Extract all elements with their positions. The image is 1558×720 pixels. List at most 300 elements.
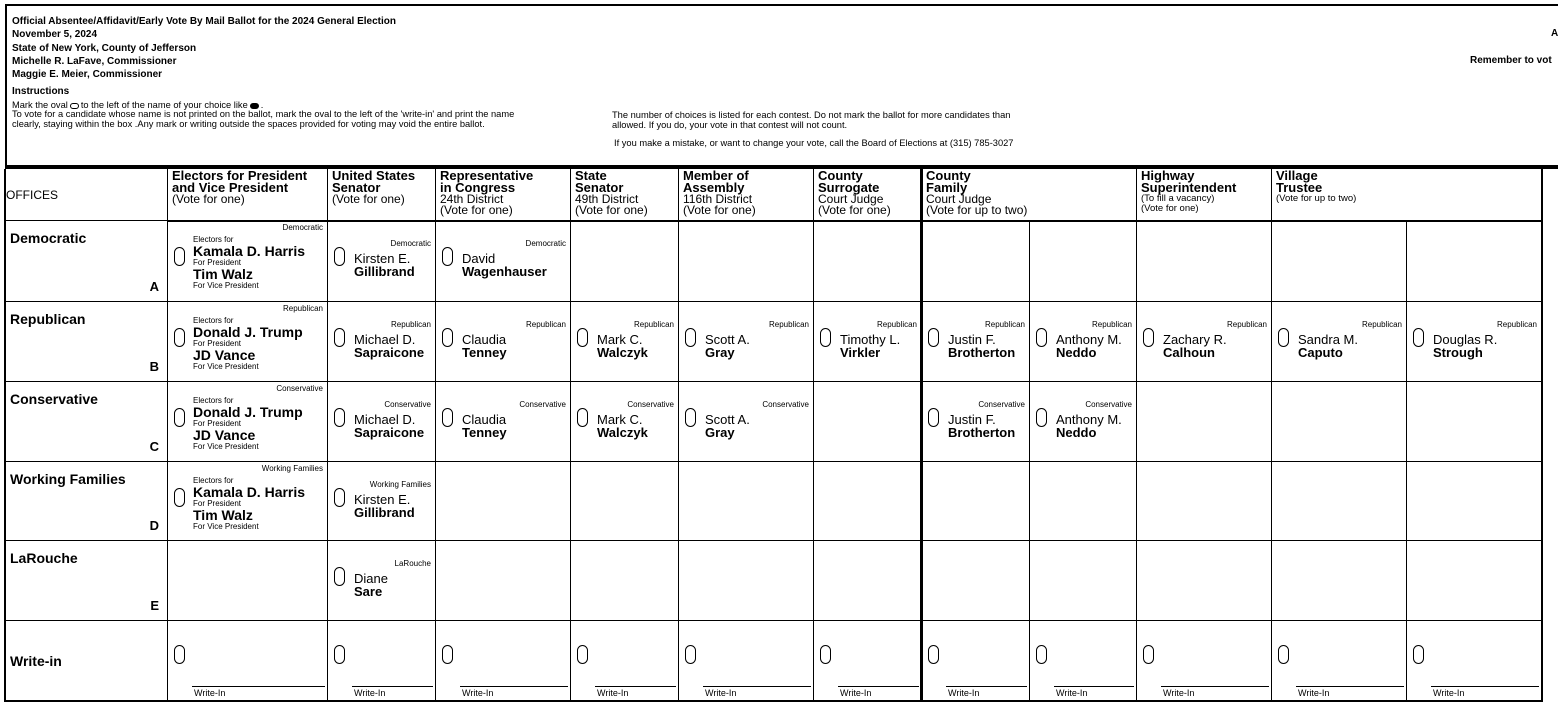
vote-oval[interactable]: [1036, 408, 1047, 427]
presidential-ticket: [193, 476, 305, 532]
candidate-first-name: Mark C.: [597, 332, 643, 347]
vice-president-name: Tim Walz: [193, 266, 253, 282]
writein-cell[interactable]: [814, 621, 922, 701]
electors-for-label: Electors for: [193, 235, 234, 244]
candidate-first-name: Michael D.: [354, 412, 416, 427]
candidate-senate-a[interactable]: [328, 221, 436, 302]
candidate-senate-b[interactable]: [328, 302, 436, 382]
column-title: Senator: [332, 180, 381, 195]
candidate-president-democratic[interactable]: [168, 221, 328, 302]
party-tag: Republican: [1496, 320, 1537, 329]
ballot-cell: [922, 462, 1030, 541]
candidate-first-name: Michael D.: [354, 332, 416, 347]
ballot-cell: [1407, 462, 1542, 541]
writein-caption: Write-In: [840, 688, 872, 698]
column-subtitle: (Vote for one): [818, 203, 891, 217]
ballot-cell: [1030, 221, 1137, 302]
party-tag: Republican: [633, 320, 674, 329]
president-name: Donald J. Trump: [193, 324, 303, 340]
filled-oval-icon: [250, 103, 259, 109]
candidate-name: [1056, 333, 1122, 359]
writein-cell[interactable]: [328, 621, 436, 701]
candidate-first-name: Sandra M.: [1298, 332, 1358, 347]
candidate-first-name: Claudia: [462, 332, 507, 347]
candidate-name: [1163, 333, 1227, 359]
candidate-highway-b[interactable]: [1137, 302, 1272, 382]
party-tag: Conservative: [978, 400, 1025, 409]
candidate-family2-c[interactable]: [1030, 382, 1137, 462]
ballot-cell: [922, 541, 1030, 621]
column-header-highway-superintendent: [1137, 169, 1272, 221]
vote-oval[interactable]: [1278, 328, 1289, 347]
candidate-senate-c[interactable]: [328, 382, 436, 462]
column-title: County: [926, 169, 971, 183]
instruction-text-a: Mark the oval: [12, 100, 68, 110]
column-subtitle: 116th District: [683, 192, 753, 206]
row-letter: C: [149, 439, 159, 454]
writein-line[interactable]: [1054, 686, 1134, 687]
commissioner-2: Maggie E. Meier, Commissioner: [12, 69, 163, 80]
column-title: and Vice President: [172, 180, 289, 195]
writein-oval[interactable]: [1143, 645, 1154, 664]
vote-oval[interactable]: [577, 408, 588, 427]
candidate-last-name: Gray: [705, 425, 735, 440]
writein-oval[interactable]: [442, 645, 453, 664]
party-tag: Republican: [984, 320, 1025, 329]
candidate-president-republican[interactable]: [168, 302, 328, 382]
writein-line[interactable]: [838, 686, 919, 687]
candidate-last-name: Gillibrand: [354, 264, 415, 279]
writein-caption: Write-In: [1163, 688, 1195, 698]
party-tag: Democratic: [525, 239, 566, 248]
column-title: Surrogate: [818, 180, 880, 195]
ballot-cell: [679, 541, 814, 621]
instruction-choices-2: allowed. If you do, your vote in that contest will not count.: [612, 120, 848, 130]
party-name: LaRouche: [10, 550, 78, 566]
party-tag: Democratic: [390, 239, 431, 248]
candidate-family1-b[interactable]: [922, 302, 1030, 382]
offices-header: [5, 169, 168, 221]
writein-caption: Write-In: [354, 688, 386, 698]
county-line: State of New York, County of Jefferson: [12, 43, 197, 54]
grid-left-border: [4, 169, 6, 701]
candidate-family2-b[interactable]: [1030, 302, 1137, 382]
row-letter: E: [150, 598, 159, 613]
ballot-cell: [679, 462, 814, 541]
column-title: Assembly: [683, 180, 745, 195]
for-vice-president-label: For Vice President: [193, 362, 259, 371]
party-tag: LaRouche: [394, 559, 431, 568]
candidate-name: [948, 413, 1015, 439]
candidate-first-name: Timothy L.: [840, 332, 901, 347]
column-title: Highway: [1141, 169, 1195, 183]
candidate-first-name: Anthony M.: [1056, 332, 1122, 347]
ballot-cell: [1272, 221, 1407, 302]
candidate-name: [705, 413, 750, 439]
candidate-president-conservative[interactable]: [168, 382, 328, 462]
vote-oval[interactable]: [174, 488, 185, 507]
writein-caption: Write-In: [705, 688, 737, 698]
candidate-first-name: Kirsten E.: [354, 251, 411, 266]
column-title: Electors for President: [172, 169, 308, 183]
writein-caption: Write-In: [194, 688, 226, 698]
candidate-senate-d[interactable]: [328, 462, 436, 541]
party-tag: Conservative: [1085, 400, 1132, 409]
column-title: Family: [926, 180, 968, 195]
column-subtitle: Court Judge: [818, 192, 884, 206]
party-tag: Republican: [1091, 320, 1132, 329]
ballot-side-letter: A: [1551, 28, 1558, 39]
ballot-cell: [1407, 541, 1542, 621]
ballot-cell: [168, 541, 328, 621]
party-tag: Republican: [876, 320, 917, 329]
contest-divider: [920, 169, 923, 701]
vice-president-name: JD Vance: [193, 427, 256, 443]
candidate-first-name: Scott A.: [705, 332, 750, 347]
writein-cell[interactable]: [1030, 621, 1137, 701]
ballot-title: Official Absentee/Affidavit/Early Vote By Mail Ballot for the 2024 General Election: [12, 16, 396, 27]
party-tag: Republican: [390, 320, 431, 329]
candidate-name: [462, 333, 507, 359]
candidate-last-name: Neddo: [1056, 345, 1097, 360]
column-subtitle: 24th District: [440, 192, 504, 206]
party-tag: Conservative: [627, 400, 674, 409]
column-subtitle: (Vote for one): [440, 203, 513, 217]
column-note: (Vote for one): [1141, 203, 1199, 214]
party-tag: Democratic: [282, 223, 323, 232]
vote-oval[interactable]: [334, 328, 345, 347]
candidate-trustee2-b[interactable]: [1407, 302, 1542, 382]
party-tag: Republican: [282, 304, 323, 313]
vote-oval[interactable]: [442, 328, 453, 347]
party-tag: Conservative: [519, 400, 566, 409]
writein-cell[interactable]: [922, 621, 1030, 701]
candidate-last-name: Wagenhauser: [462, 264, 547, 279]
party-label-republican: [5, 302, 168, 382]
writein-oval[interactable]: [928, 645, 939, 664]
vote-oval[interactable]: [334, 567, 345, 586]
column-header-president: [168, 169, 328, 221]
candidate-last-name: Virkler: [840, 345, 881, 360]
candidate-name: [597, 413, 648, 439]
vote-oval[interactable]: [577, 328, 588, 347]
party-tag: Republican: [525, 320, 566, 329]
vice-president-name: Tim Walz: [193, 507, 253, 523]
column-title: Superintendent: [1141, 180, 1237, 195]
writein-cell[interactable]: [679, 621, 814, 701]
column-note: (To fill a vacancy): [1141, 193, 1215, 204]
ballot-cell: [814, 462, 922, 541]
column-subtitle: (Vote for one): [332, 192, 405, 206]
ballot-cell: [1137, 462, 1272, 541]
ballot-cell: [814, 221, 922, 302]
ballot-cell: [922, 221, 1030, 302]
writein-label: Write-in: [10, 653, 62, 669]
grid-bottom-border: [4, 700, 1543, 702]
writein-line[interactable]: [1296, 686, 1404, 687]
vice-president-name: JD Vance: [193, 347, 256, 363]
column-note: (Vote for up to two): [1276, 193, 1357, 204]
candidate-first-name: Justin F.: [948, 412, 996, 427]
column-title: United States: [332, 169, 416, 183]
candidate-first-name: Claudia: [462, 412, 507, 427]
for-president-label: For President: [193, 419, 242, 428]
column-subtitle: 49th District: [575, 192, 639, 206]
party-tag: Republican: [768, 320, 809, 329]
candidate-name: [462, 252, 547, 278]
writein-caption: Write-In: [462, 688, 494, 698]
party-name: Working Families: [10, 471, 126, 487]
vote-oval[interactable]: [442, 408, 453, 427]
candidate-president-working-families[interactable]: [168, 462, 328, 541]
for-president-label: For President: [193, 339, 242, 348]
party-tag: Working Families: [369, 480, 431, 489]
instruction-choices-1: The number of choices is listed for each contest. Do not mark the ballot for more candidates than: [612, 110, 1011, 120]
writein-cell[interactable]: [1137, 621, 1272, 701]
vote-oval[interactable]: [1036, 328, 1047, 347]
party-name: Republican: [10, 311, 86, 327]
writein-line[interactable]: [1161, 686, 1269, 687]
column-header-state-senator: [571, 169, 679, 221]
candidate-first-name: Kirsten E.: [354, 492, 411, 507]
ballot-cell: [1137, 221, 1272, 302]
row-letter: A: [149, 279, 159, 294]
for-president-label: For President: [193, 258, 242, 267]
column-subtitle: (Vote for one): [683, 203, 756, 217]
writein-caption: Write-In: [1056, 688, 1088, 698]
for-vice-president-label: For Vice President: [193, 281, 259, 290]
ballot-cell: [1407, 221, 1542, 302]
column-header-family-court-judge: [922, 169, 1137, 221]
writein-cell[interactable]: [168, 621, 328, 701]
vote-oval[interactable]: [174, 408, 185, 427]
writein-oval[interactable]: [685, 645, 696, 664]
writein-cell[interactable]: [571, 621, 679, 701]
column-title: Member of: [683, 169, 749, 183]
president-name: Kamala D. Harris: [193, 484, 306, 500]
header-row-divider: [168, 220, 1542, 222]
vote-oval[interactable]: [1143, 328, 1154, 347]
column-subtitle: Court Judge: [926, 192, 992, 206]
presidential-ticket: [193, 396, 303, 452]
writein-line[interactable]: [946, 686, 1027, 687]
vote-oval[interactable]: [334, 488, 345, 507]
vote-oval[interactable]: [1413, 328, 1424, 347]
vote-oval[interactable]: [334, 247, 345, 266]
ballot-cell: [1030, 462, 1137, 541]
candidate-first-name: Anthony M.: [1056, 412, 1122, 427]
candidate-name: [354, 413, 424, 439]
writein-oval[interactable]: [577, 645, 588, 664]
ballot-cell: [571, 462, 679, 541]
candidate-surrogate-b[interactable]: [814, 302, 922, 382]
column-title: in Congress: [440, 180, 516, 195]
column-title: State: [575, 169, 607, 183]
ballot-cell: [571, 221, 679, 302]
writein-oval[interactable]: [820, 645, 831, 664]
candidate-first-name: Mark C.: [597, 412, 643, 427]
writein-oval[interactable]: [1278, 645, 1289, 664]
ballot-cell: [1030, 541, 1137, 621]
row-letter: B: [149, 359, 159, 374]
instruction-writein-2: clearly, staying within the box .Any mark or writing outside the spaces provided for voting may void the entire ballot.: [12, 119, 485, 129]
candidate-last-name: Tenney: [462, 345, 507, 360]
presidential-ticket: [193, 235, 305, 291]
writein-line[interactable]: [1431, 686, 1539, 687]
writein-oval[interactable]: [334, 645, 345, 664]
candidate-congress-c[interactable]: [436, 382, 571, 462]
writein-line[interactable]: [192, 686, 325, 687]
party-name: Conservative: [10, 391, 98, 407]
candidate-last-name: Gillibrand: [354, 505, 415, 520]
candidate-name: [354, 333, 424, 359]
empty-oval-icon: [70, 103, 79, 109]
candidate-congress-a[interactable]: [436, 221, 571, 302]
vote-oval[interactable]: [685, 408, 696, 427]
electors-for-label: Electors for: [193, 476, 234, 485]
president-name: Kamala D. Harris: [193, 243, 306, 259]
candidate-statesen-b[interactable]: [571, 302, 679, 382]
candidate-last-name: Sapraicone: [354, 425, 425, 440]
column-title: Trustee: [1276, 180, 1323, 195]
presidential-ticket: [193, 316, 303, 372]
candidate-last-name: Calhoun: [1163, 345, 1215, 360]
column-header-us-senator: [328, 169, 436, 221]
ballot-cell: [436, 541, 571, 621]
ballot-cell: [1272, 541, 1407, 621]
offices-label: OFFICES: [6, 188, 59, 202]
party-label-conservative: [5, 382, 168, 462]
candidate-assembly-c[interactable]: [679, 382, 814, 462]
instructions-title: Instructions: [12, 86, 70, 97]
candidate-name: [1298, 333, 1358, 359]
for-president-label: For President: [193, 499, 242, 508]
instruction-mistake: If you make a mistake, or want to change your vote, call the Board of Elections at (315) 785-3027: [614, 138, 1014, 148]
candidate-family1-c[interactable]: [922, 382, 1030, 462]
candidate-first-name: David: [462, 251, 496, 266]
writein-cell[interactable]: [1272, 621, 1407, 701]
candidate-first-name: Douglas R.: [1433, 332, 1498, 347]
writein-caption: Write-In: [948, 688, 980, 698]
candidate-senate-e[interactable]: [328, 541, 436, 621]
candidate-last-name: Neddo: [1056, 425, 1097, 440]
column-title: County: [818, 169, 863, 183]
candidate-last-name: Strough: [1433, 345, 1483, 360]
vote-oval[interactable]: [442, 247, 453, 266]
commissioner-1: Michelle R. LaFave, Commissioner: [12, 56, 177, 67]
column-header-village-trustee: [1272, 169, 1542, 221]
president-name: Donald J. Trump: [193, 404, 303, 420]
remember-to-vote: Remember to vot: [1470, 55, 1552, 66]
candidate-name: [597, 333, 648, 359]
ballot-cell: [1407, 382, 1542, 462]
party-tag: Working Families: [261, 464, 323, 473]
column-title: Representative: [440, 169, 534, 183]
writein-row-label: [5, 621, 168, 701]
instruction-text-b: to the left of the name of your choice like: [80, 100, 248, 110]
writein-line[interactable]: [595, 686, 676, 687]
vote-oval[interactable]: [820, 328, 831, 347]
party-label-democratic: [5, 221, 168, 302]
column-header-surrogate-judge: [814, 169, 922, 221]
writein-line[interactable]: [352, 686, 433, 687]
candidate-first-name: Zachary R.: [1163, 332, 1227, 347]
column-header-assembly: [679, 169, 814, 221]
writein-oval[interactable]: [174, 645, 185, 664]
candidate-trustee1-b[interactable]: [1272, 302, 1407, 382]
ballot-cell: [1272, 382, 1407, 462]
candidate-last-name: Sapraicone: [354, 345, 425, 360]
ballot-cell: [436, 462, 571, 541]
party-name: Democratic: [10, 230, 87, 246]
candidate-last-name: Tenney: [462, 425, 507, 440]
candidate-congress-b[interactable]: [436, 302, 571, 382]
candidate-last-name: Sare: [354, 584, 383, 599]
ballot-cell: [814, 382, 922, 462]
writein-oval[interactable]: [1036, 645, 1047, 664]
vote-oval[interactable]: [928, 408, 939, 427]
party-tag: Republican: [1361, 320, 1402, 329]
candidate-name: [1056, 413, 1122, 439]
party-tag: Republican: [1226, 320, 1267, 329]
column-header-congress: [436, 169, 571, 221]
writein-cell[interactable]: [436, 621, 571, 701]
ballot-cell: [1137, 382, 1272, 462]
candidate-name: [840, 333, 900, 359]
vote-oval[interactable]: [174, 247, 185, 266]
writein-cell[interactable]: [1407, 621, 1542, 701]
candidate-assembly-b[interactable]: [679, 302, 814, 382]
candidate-name: [354, 572, 388, 598]
party-label-working-families: [5, 462, 168, 541]
candidate-last-name: Brotherton: [948, 345, 1016, 360]
candidate-first-name: Scott A.: [705, 412, 750, 427]
candidate-last-name: Walczyk: [597, 345, 648, 360]
party-tag: Conservative: [276, 384, 323, 393]
row-letter: D: [149, 518, 159, 533]
grid-right-border: [1541, 169, 1543, 701]
candidate-statesen-c[interactable]: [571, 382, 679, 462]
writein-oval[interactable]: [1413, 645, 1424, 664]
vote-oval[interactable]: [174, 328, 185, 347]
for-vice-president-label: For Vice President: [193, 522, 259, 531]
candidate-name: [948, 333, 1015, 359]
ballot-cell: [1272, 462, 1407, 541]
column-subtitle: (Vote for one): [172, 192, 245, 206]
ballot-cell: [1137, 541, 1272, 621]
vote-oval[interactable]: [928, 328, 939, 347]
writein-caption: Write-In: [1298, 688, 1330, 698]
candidate-name: [462, 413, 507, 439]
candidate-last-name: Gray: [705, 345, 735, 360]
column-subtitle: (Vote for one): [575, 203, 648, 217]
ballot-cell: [571, 541, 679, 621]
for-vice-president-label: For Vice President: [193, 442, 259, 451]
writein-line[interactable]: [460, 686, 568, 687]
candidate-name: [354, 493, 415, 519]
party-label-larouche: [5, 541, 168, 621]
candidate-last-name: Caputo: [1298, 345, 1343, 360]
column-title: Village: [1276, 169, 1318, 183]
vote-oval[interactable]: [334, 408, 345, 427]
ballot-cell: [679, 221, 814, 302]
election-date: November 5, 2024: [12, 29, 98, 40]
writein-caption: Write-In: [1433, 688, 1465, 698]
writein-line[interactable]: [703, 686, 811, 687]
candidate-first-name: Justin F.: [948, 332, 996, 347]
instruction-writein-1: To vote for a candidate whose name is not printed on the ballot, mark the oval to the left of the 'write-in' and print the name: [12, 109, 515, 119]
vote-oval[interactable]: [685, 328, 696, 347]
